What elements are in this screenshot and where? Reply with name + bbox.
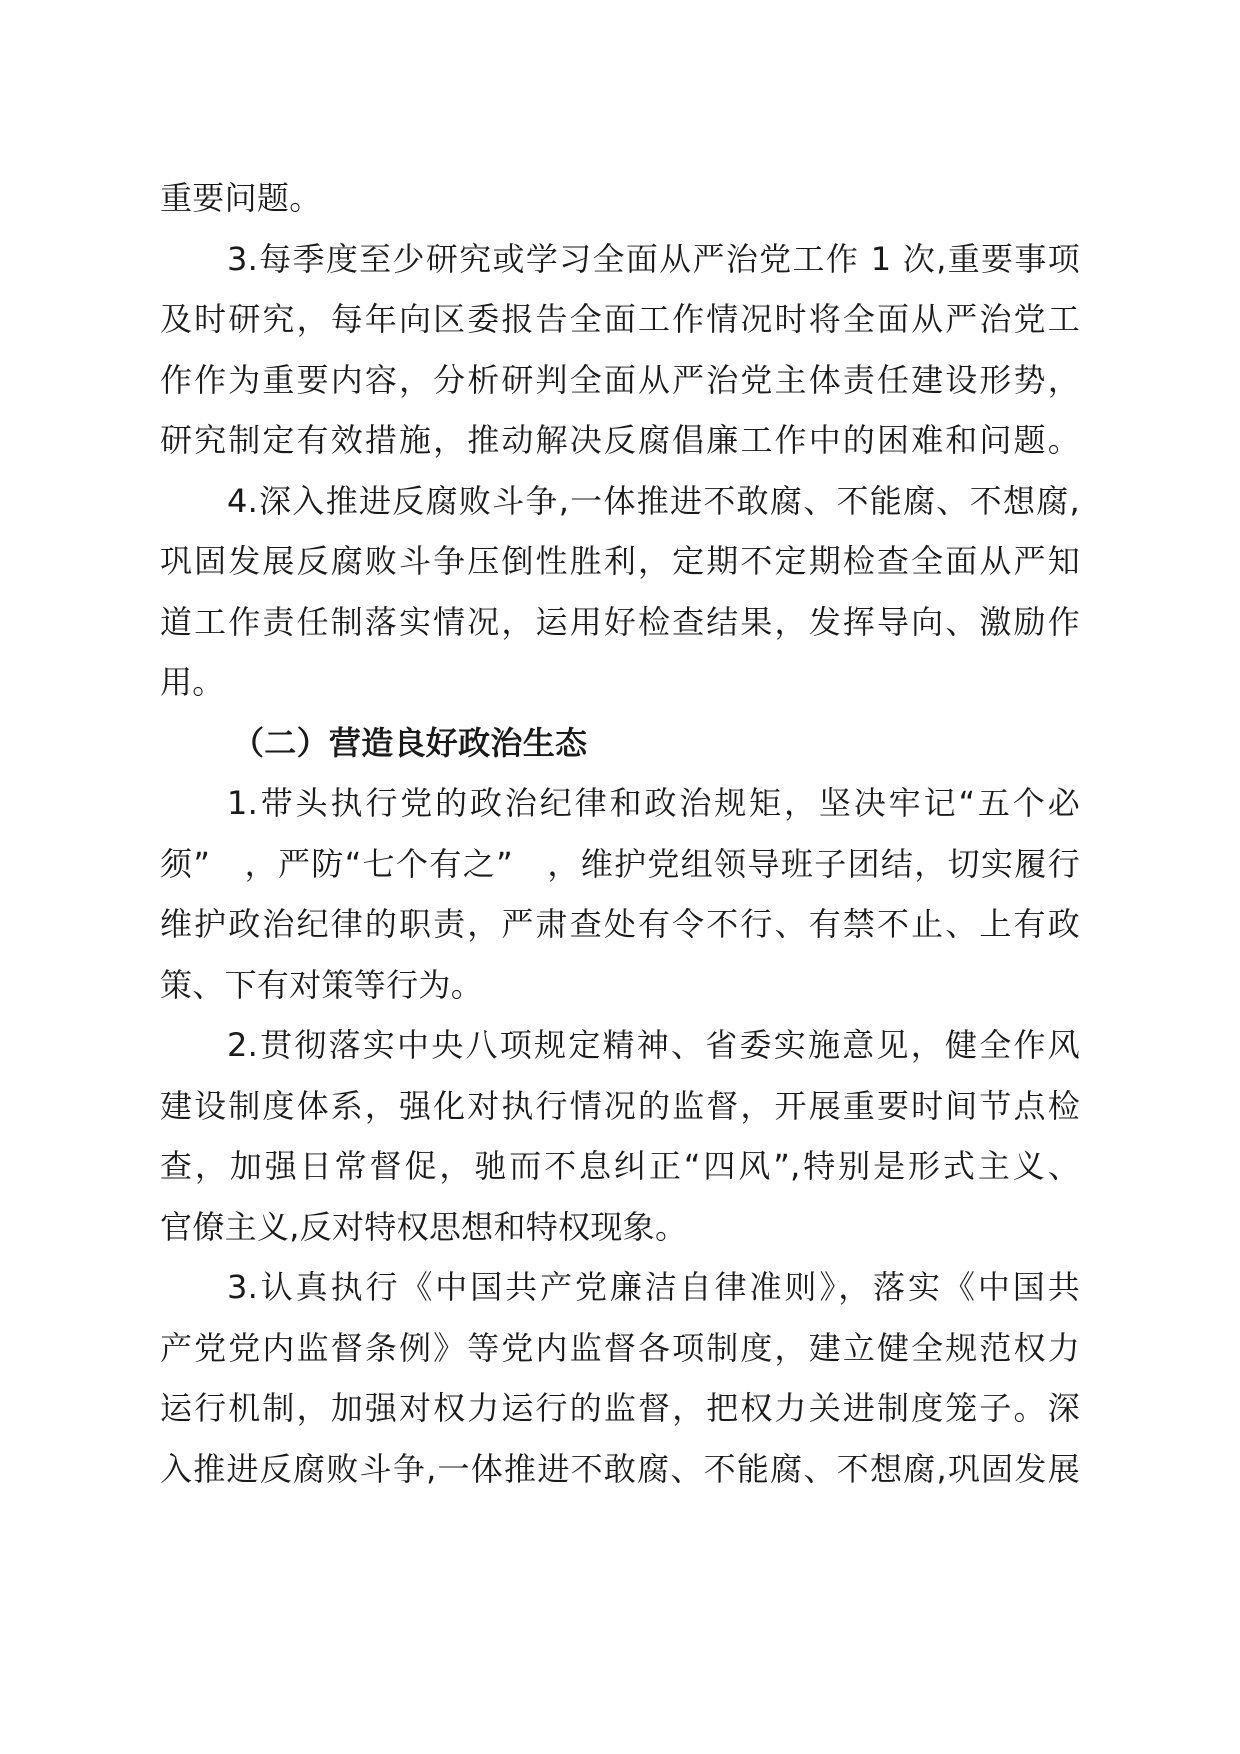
text-line: 巩固发展反腐败斗争压倒性胜利，定期不定期检查全面从严知 [160, 542, 1080, 580]
text-line: 3.每季度至少研究或学习全面从严治党工作 1 次,重要事项 [227, 239, 1080, 278]
text-line: 及时研究，每年向区委报告全面工作情况时将全面从严治党工 [160, 300, 1080, 338]
text-line: 官僚主义,反对特权思想和特权现象。 [160, 1207, 688, 1246]
text-line: 查，加强日常督促，驰而不息纠正“四风”,特别是形式主义、 [160, 1147, 1080, 1185]
text-line: 策、下有对策等行为。 [160, 965, 484, 1004]
text-line: 运行机制，加强对权力运行的监督，把权力关进制度笼子。深 [160, 1389, 1080, 1427]
text-line: 2.贯彻落实中央八项规定精神、省委实施意见，健全作风 [227, 1026, 1080, 1064]
text-line: 维护政治纪律的职责，严肃查处有令不行、有禁不止、上有政 [160, 905, 1080, 943]
text-line: 道工作责任制落实情况，运用好检查结果，发挥导向、激励作 [160, 602, 1080, 641]
text-line: 4.深入推进反腐败斗争,一体推进不敢腐、不能腐、不想腐, [227, 481, 1080, 520]
text-line: 作作为重要内容，分析研判全面从严治党主体责任建设形势， [160, 360, 1080, 399]
text-line: 1.带头执行党的政治纪律和政治规矩，坚决牢记“五个必 [227, 784, 1080, 822]
document-body [160, 168, 1080, 1499]
text-line: 建设制度体系，强化对执行情况的监督，开展重要时间节点检 [160, 1086, 1080, 1125]
section-heading: （二）营造良好政治生态 [232, 723, 588, 762]
text-line: 产党党内监督条例》等党内监督各项制度，建立健全规范权力 [160, 1328, 1080, 1367]
text-line: 须” ，严防“七个有之” ，维护党组领导班子团结，切实履行 [160, 844, 1080, 883]
text-line: 入推进反腐败斗争,一体推进不敢腐、不能腐、不想腐,巩固发展 [160, 1449, 1080, 1488]
text-line: 重要问题。 [160, 179, 322, 217]
text-line: 研究制定有效措施，推动解决反腐倡廉工作中的困难和问题。 [160, 421, 1080, 459]
text-line: 3.认真执行《中国共产党廉洁自律准则》，落实《中国共 [227, 1268, 1080, 1306]
text-line: 用。 [160, 663, 225, 701]
